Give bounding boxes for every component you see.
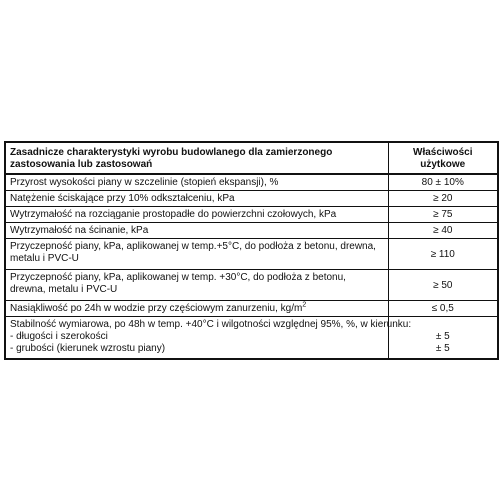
table-row (5, 239, 498, 270)
table-row (5, 301, 498, 317)
stability-value-length-width: ± 5 (435, 331, 450, 342)
row-characteristic: Przyczepność piany, kPa, aplikowanej w temp. +30°C, do podłoża z betonu, drewna, metalu i PVC-U (5, 270, 388, 301)
header-characteristic: Zasadnicze charakterystyki wyrobu budowlanego dla zamierzonego zastosowania lub zastosowań (5, 142, 388, 174)
row-value: ≥ 110 (388, 239, 498, 270)
row-characteristic: Przyczepność piany, kPa, aplikowanej w temp.+5°C, do podłoża z betonu, drewna, metalu i PVC-U (5, 239, 388, 270)
row-characteristic (5, 301, 388, 317)
table-row (5, 191, 498, 207)
header-performance: Właściwości użytkowe (388, 142, 498, 174)
row-value: ≥ 40 (388, 223, 498, 239)
properties-table (4, 141, 499, 360)
row-characteristic: Przyrost wysokości piany w szczelinie (stopień ekspansji), % (5, 174, 388, 191)
row-characteristic: Natężenie ściskające przy 10% odkształceniu, kPa (5, 191, 388, 207)
stability-characteristic (5, 317, 412, 360)
stability-title: Stabilność wymiarowa, po 48h w temp. +40°C i wilgotności względnej 95%, %, w kierunku: (10, 319, 412, 330)
table-row (5, 207, 498, 223)
row-characteristic-text: Nasiąkliwość po 24h w wodzie przy częściowym zanurzeniu, kg/m (10, 303, 303, 314)
table-row-stability (5, 317, 498, 360)
properties-table-container (4, 141, 497, 360)
row-value: ≥ 20 (388, 191, 498, 207)
stability-item-thickness: - grubości (kierunek wzrostu piany) (10, 343, 166, 354)
table-header-row (5, 142, 498, 174)
table-row (5, 174, 498, 191)
superscript-2: 2 (302, 301, 307, 309)
row-characteristic: Wytrzymałość na rozciąganie prostopadłe do powierzchni czołowych, kPa (5, 207, 388, 223)
stability-item-length-width: - długości i szerokości (10, 331, 108, 342)
table-row (5, 270, 498, 301)
row-value: ≥ 50 (388, 270, 498, 301)
row-value: ≤ 0,5 (388, 301, 498, 317)
table-row (5, 223, 498, 239)
stability-value-thickness: ± 5 (435, 343, 450, 354)
row-characteristic: Wytrzymałość na ścinanie, kPa (5, 223, 388, 239)
row-value: 80 ± 10% (388, 174, 498, 191)
row-value: ≥ 75 (388, 207, 498, 223)
